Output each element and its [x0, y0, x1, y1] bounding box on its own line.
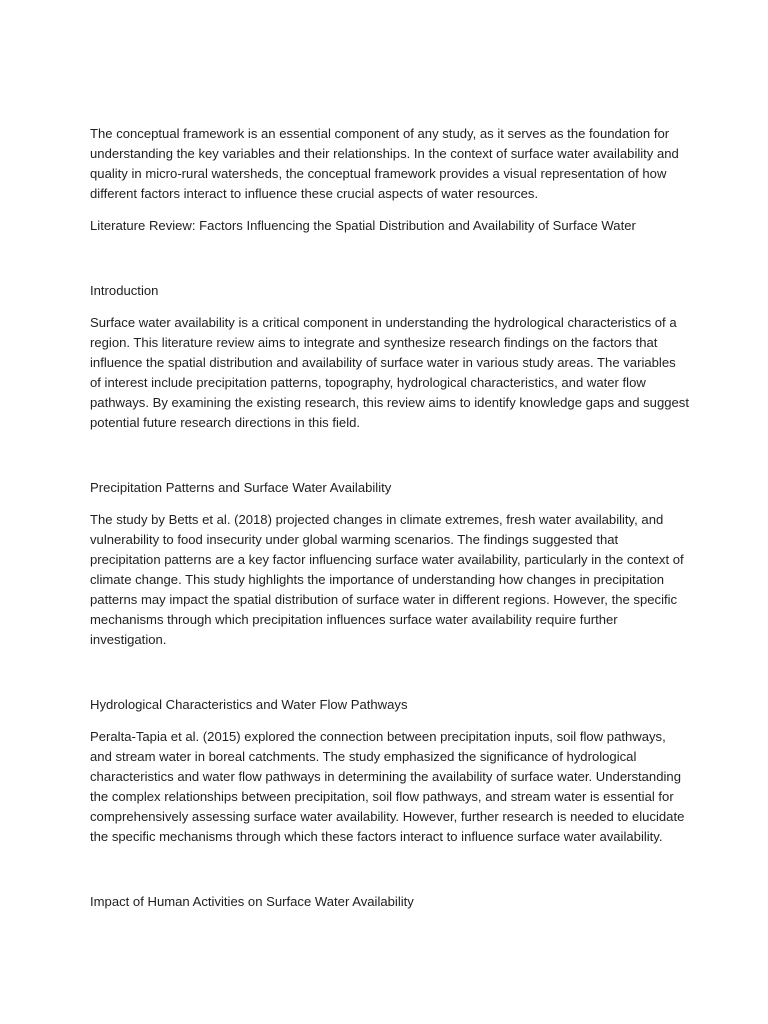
spacer: [90, 301, 690, 313]
section-heading-precipitation: Precipitation Patterns and Surface Water Availability: [90, 480, 392, 495]
spacer: [90, 204, 690, 216]
section-body-introduction: Surface water availability is a critical component in understanding the hydrological characteristics of a region. This literature review aims to integrate and synthesize research findings on the factors that influence the spatial distribution and availability of surface water in various study areas. The variables of interest include precipitation patterns, topography, hydrological characteristics, and water flow pathways. By examining the existing research, this review aims to identify knowledge gaps and suggest potential future research directions in this field.: [90, 315, 689, 430]
spacer: [90, 847, 690, 892]
spacer: [90, 650, 690, 695]
section-heading-human-activities: Impact of Human Activities on Surface Water Availability: [90, 894, 414, 909]
spacer: [90, 433, 690, 478]
review-title: Literature Review: Factors Influencing the Spatial Distribution and Availability of Surface Water: [90, 218, 636, 233]
section-heading-hydrological: Hydrological Characteristics and Water Flow Pathways: [90, 697, 408, 712]
spacer: [90, 236, 690, 281]
section-heading-introduction: Introduction: [90, 283, 159, 298]
spacer: [90, 715, 690, 727]
document-page: [90, 124, 690, 912]
section-body-precipitation: The study by Betts et al. (2018) projected changes in climate extremes, fresh water availability, and vulnerability to food insecurity under global warming scenarios. The findings suggested that precipitation patterns are a key factor influencing surface water availability, particularly in the context of climate change. This study highlights the importance of understanding how changes in precipitation patterns may impact the spatial distribution of surface water in different regions. However, the specific mechanisms through which precipitation influences surface water availability require further investigation.: [90, 512, 684, 647]
intro-paragraph: The conceptual framework is an essential component of any study, as it serves as the foundation for understanding the key variables and their relationships. In the context of surface water availability and quality in micro-rural watersheds, the conceptual framework provides a visual representation of how different factors interact to influence these crucial aspects of water resources.: [90, 126, 679, 201]
spacer: [90, 498, 690, 510]
section-body-hydrological: Peralta-Tapia et al. (2015) explored the connection between precipitation inputs, soil flow pathways, and stream water in boreal catchments. The study emphasized the significance of hydrological characteristics and water flow pathways in determining the availability of surface water. Understanding the complex relationships between precipitation, soil flow pathways, and stream water is essential for comprehensively assessing surface water availability. However, further research is needed to elucidate the specific mechanisms through which these factors interact to influence surface water availability.: [90, 729, 685, 844]
